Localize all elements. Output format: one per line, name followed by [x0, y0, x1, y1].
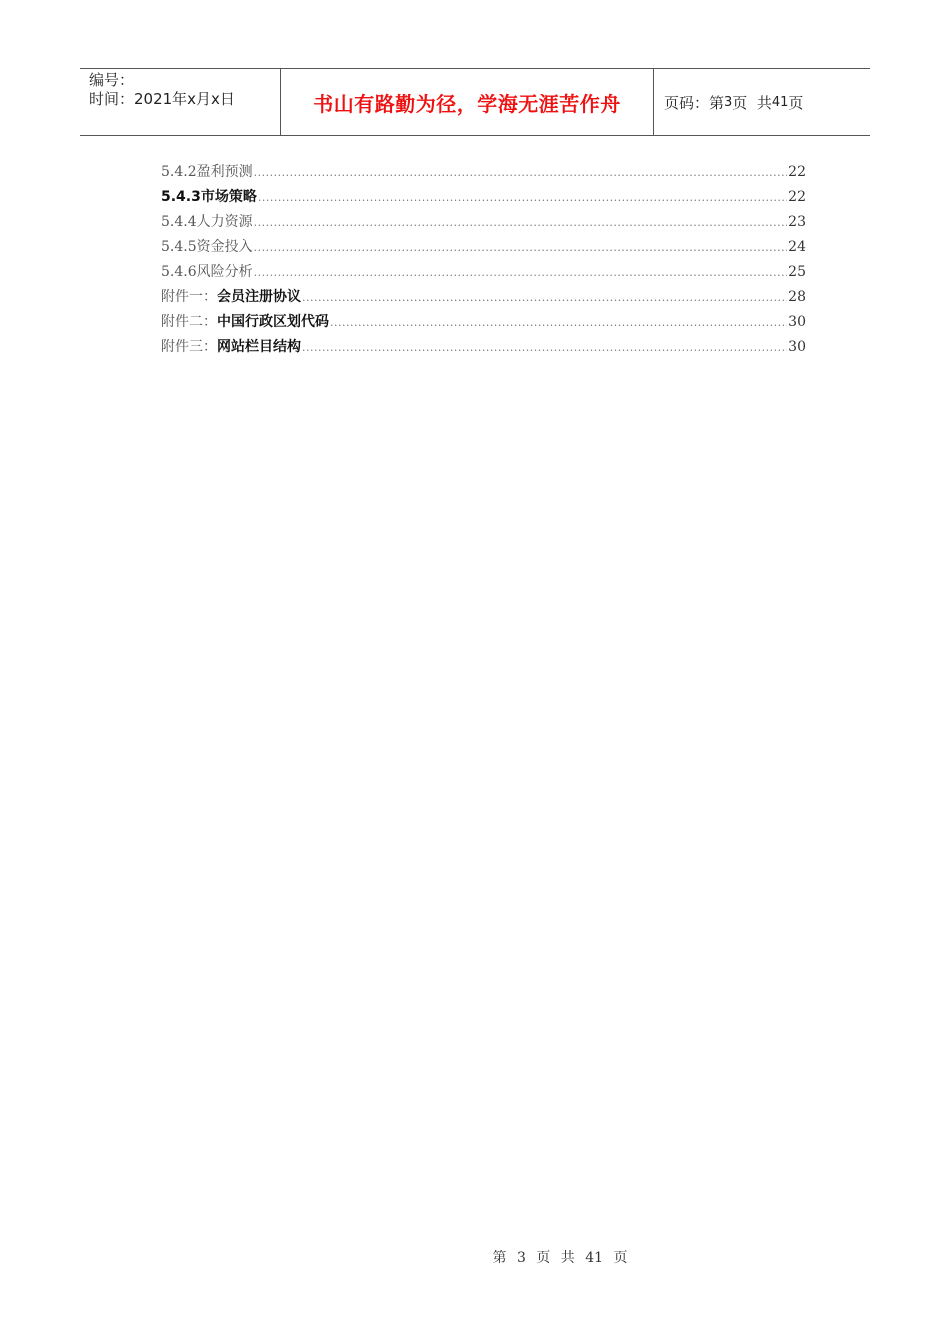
toc-entry-page: 25 [788, 264, 806, 280]
toc-entry-page: 24 [788, 239, 806, 255]
toc-entry-bold-title: 中国行政区划代码 [217, 314, 329, 330]
toc-entry-page: 30 [788, 314, 806, 330]
header-page-total: 41 [771, 94, 789, 110]
toc-leader-dots [254, 160, 788, 185]
toc-entry-appendix-1[interactable] [161, 285, 806, 310]
toc-entry-bold-title: 会员注册协议 [217, 289, 301, 305]
toc-leader-dots [302, 285, 787, 310]
toc-entry-bold-title: 网站栏目结构 [217, 339, 301, 355]
toc-leader-dots [258, 185, 787, 210]
header-page-suffix: 页 [788, 93, 804, 112]
toc-entry-title: 5.4.5资金投入 [161, 239, 253, 255]
toc-entry-prefix: 附件三： [161, 339, 217, 355]
page-footer: 第 3 页 共 41 页 [492, 1250, 628, 1266]
toc-entry-page: 28 [788, 289, 806, 305]
toc-entry-title [161, 335, 301, 360]
header-motto: 书山有路勤为径，学海无涯苦作舟 [281, 69, 654, 135]
toc-entry-appendix-3[interactable] [161, 335, 806, 360]
toc-entry-page: 30 [788, 339, 806, 355]
toc-entry-title [161, 285, 301, 310]
toc-entry-title: 5.4.3市场策略 [161, 189, 257, 205]
document-time-label: 时间：2021年x月x日 [89, 90, 235, 108]
toc-entry-5-4-2[interactable] [161, 160, 806, 185]
header-page-info [654, 69, 870, 135]
document-number-label: 编号： [89, 71, 135, 89]
toc-leader-dots [254, 210, 788, 235]
toc-leader-dots [330, 310, 787, 335]
header-page-mid: 页 共 [732, 93, 772, 112]
toc-entry-page: 23 [788, 214, 806, 230]
toc-entry-5-4-6[interactable] [161, 260, 806, 285]
toc-entry-title: 5.4.6风险分析 [161, 264, 253, 280]
toc-entry-page: 22 [788, 164, 806, 180]
toc-entry-title: 5.4.4人力资源 [161, 214, 253, 230]
toc-leader-dots [302, 335, 787, 360]
toc-entry-title [161, 310, 329, 335]
toc-entry-prefix: 附件一： [161, 289, 217, 305]
toc-entry-appendix-2[interactable] [161, 310, 806, 335]
header-page-prefix: 页码：第 [664, 93, 725, 112]
page-header [80, 68, 870, 136]
toc-entry-5-4-5[interactable] [161, 235, 806, 260]
header-info-cell [80, 69, 281, 135]
toc-entry-5-4-3[interactable] [161, 185, 806, 210]
toc-entry-title: 5.4.2盈利预测 [161, 164, 253, 180]
toc-entry-prefix: 附件二： [161, 314, 217, 330]
toc-entry-page: 22 [788, 189, 806, 205]
toc-entry-5-4-4[interactable] [161, 210, 806, 235]
header-page-current: 3 [724, 94, 733, 110]
toc-leader-dots [254, 260, 788, 285]
toc-leader-dots [254, 235, 788, 260]
table-of-contents [161, 160, 806, 360]
